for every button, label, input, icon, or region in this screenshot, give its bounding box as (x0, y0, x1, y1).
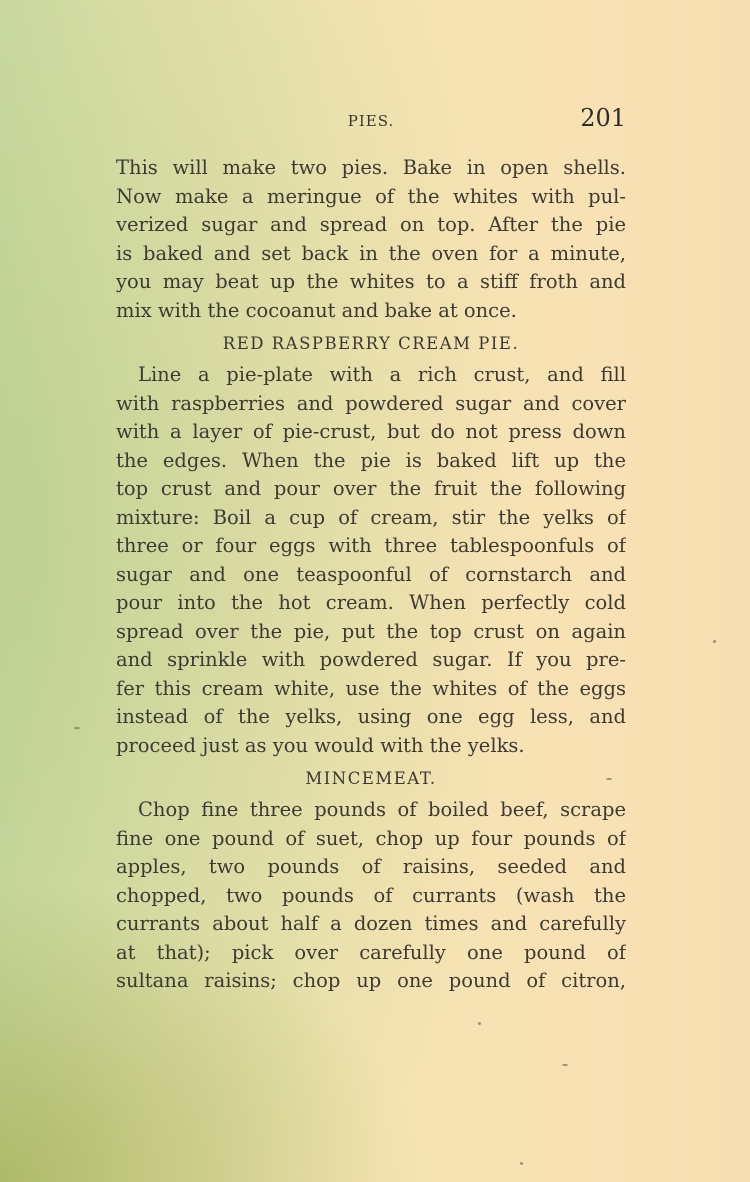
text-line: with raspberries and powdered sugar and cover (116, 391, 626, 415)
text-line: at that); pick over carefully one pound of (116, 940, 626, 964)
paper-speck (520, 1162, 523, 1165)
text-line: chopped, two pounds of currants (wash the (116, 883, 626, 907)
text-line: sultana raisins; chop up one pound of citron, (116, 969, 626, 992)
paper-speck (713, 640, 716, 643)
body-text (116, 154, 626, 996)
text-line: three or four eggs with three tablespoonfuls of (116, 534, 626, 557)
mincemeat-paragraph (116, 796, 626, 996)
paper-speck (74, 727, 80, 729)
text-line: with a layer of pie-crust, but do not press down (116, 420, 626, 443)
text-line: you may beat up the whites to a stiff froth and (116, 270, 626, 293)
text-line: instead of the yelks, using one egg less, and (116, 705, 626, 728)
text-line: fer this cream white, use the whites of the eggs (116, 676, 626, 700)
text-line: top crust and pour over the fruit the following (116, 477, 626, 500)
recipe-heading-raspberry: RED RASPBERRY CREAM PIE. (222, 334, 520, 353)
text-line: Now make a meringue of the whites with pul- (116, 184, 626, 208)
text-line: is baked and set back in the oven for a minute, (116, 241, 626, 265)
page-header (116, 104, 626, 138)
running-head: PIES. (347, 112, 395, 130)
text-line: sugar and one teaspoonful of cornstarch and (116, 562, 626, 586)
paper-speck (606, 778, 612, 780)
text-line: proceed just as you would with the yelks. (116, 733, 525, 757)
continuation-paragraph (116, 154, 626, 325)
text-line: mix with the cocoanut and bake at once. (116, 298, 517, 322)
text-line: currants about half a dozen times and carefully (116, 912, 626, 935)
text-line: the edges. When the pie is baked lift up the (116, 448, 626, 472)
recipe-heading-mincemeat: MINCEMEAT. (305, 769, 437, 788)
text-line: This will make two pies. Bake in open shells. (116, 156, 626, 179)
text-line: Line a pie-plate with a rich crust, and fill (138, 363, 626, 386)
text-line: mixture: Boil a cup of cream, stir the yelks of (116, 505, 626, 529)
page-number: 201 (580, 104, 626, 132)
paper-speck (478, 1022, 481, 1025)
text-line: pour into the hot cream. When perfectly cold (116, 591, 626, 614)
text-line: Chop fine three pounds of boiled beef, scrape (138, 798, 626, 821)
raspberry-paragraph (116, 361, 626, 760)
text-line: spread over the pie, put the top crust on again (116, 619, 626, 643)
text-line: apples, two pounds of raisins, seeded and (116, 855, 626, 878)
text-line: verized sugar and spread on top. After the pie (116, 213, 626, 236)
paper-speck (562, 1064, 568, 1066)
text-line: fine one pound of suet, chop up four pounds of (116, 826, 626, 850)
text-line: and sprinkle with powdered sugar. If you pre- (116, 648, 626, 671)
